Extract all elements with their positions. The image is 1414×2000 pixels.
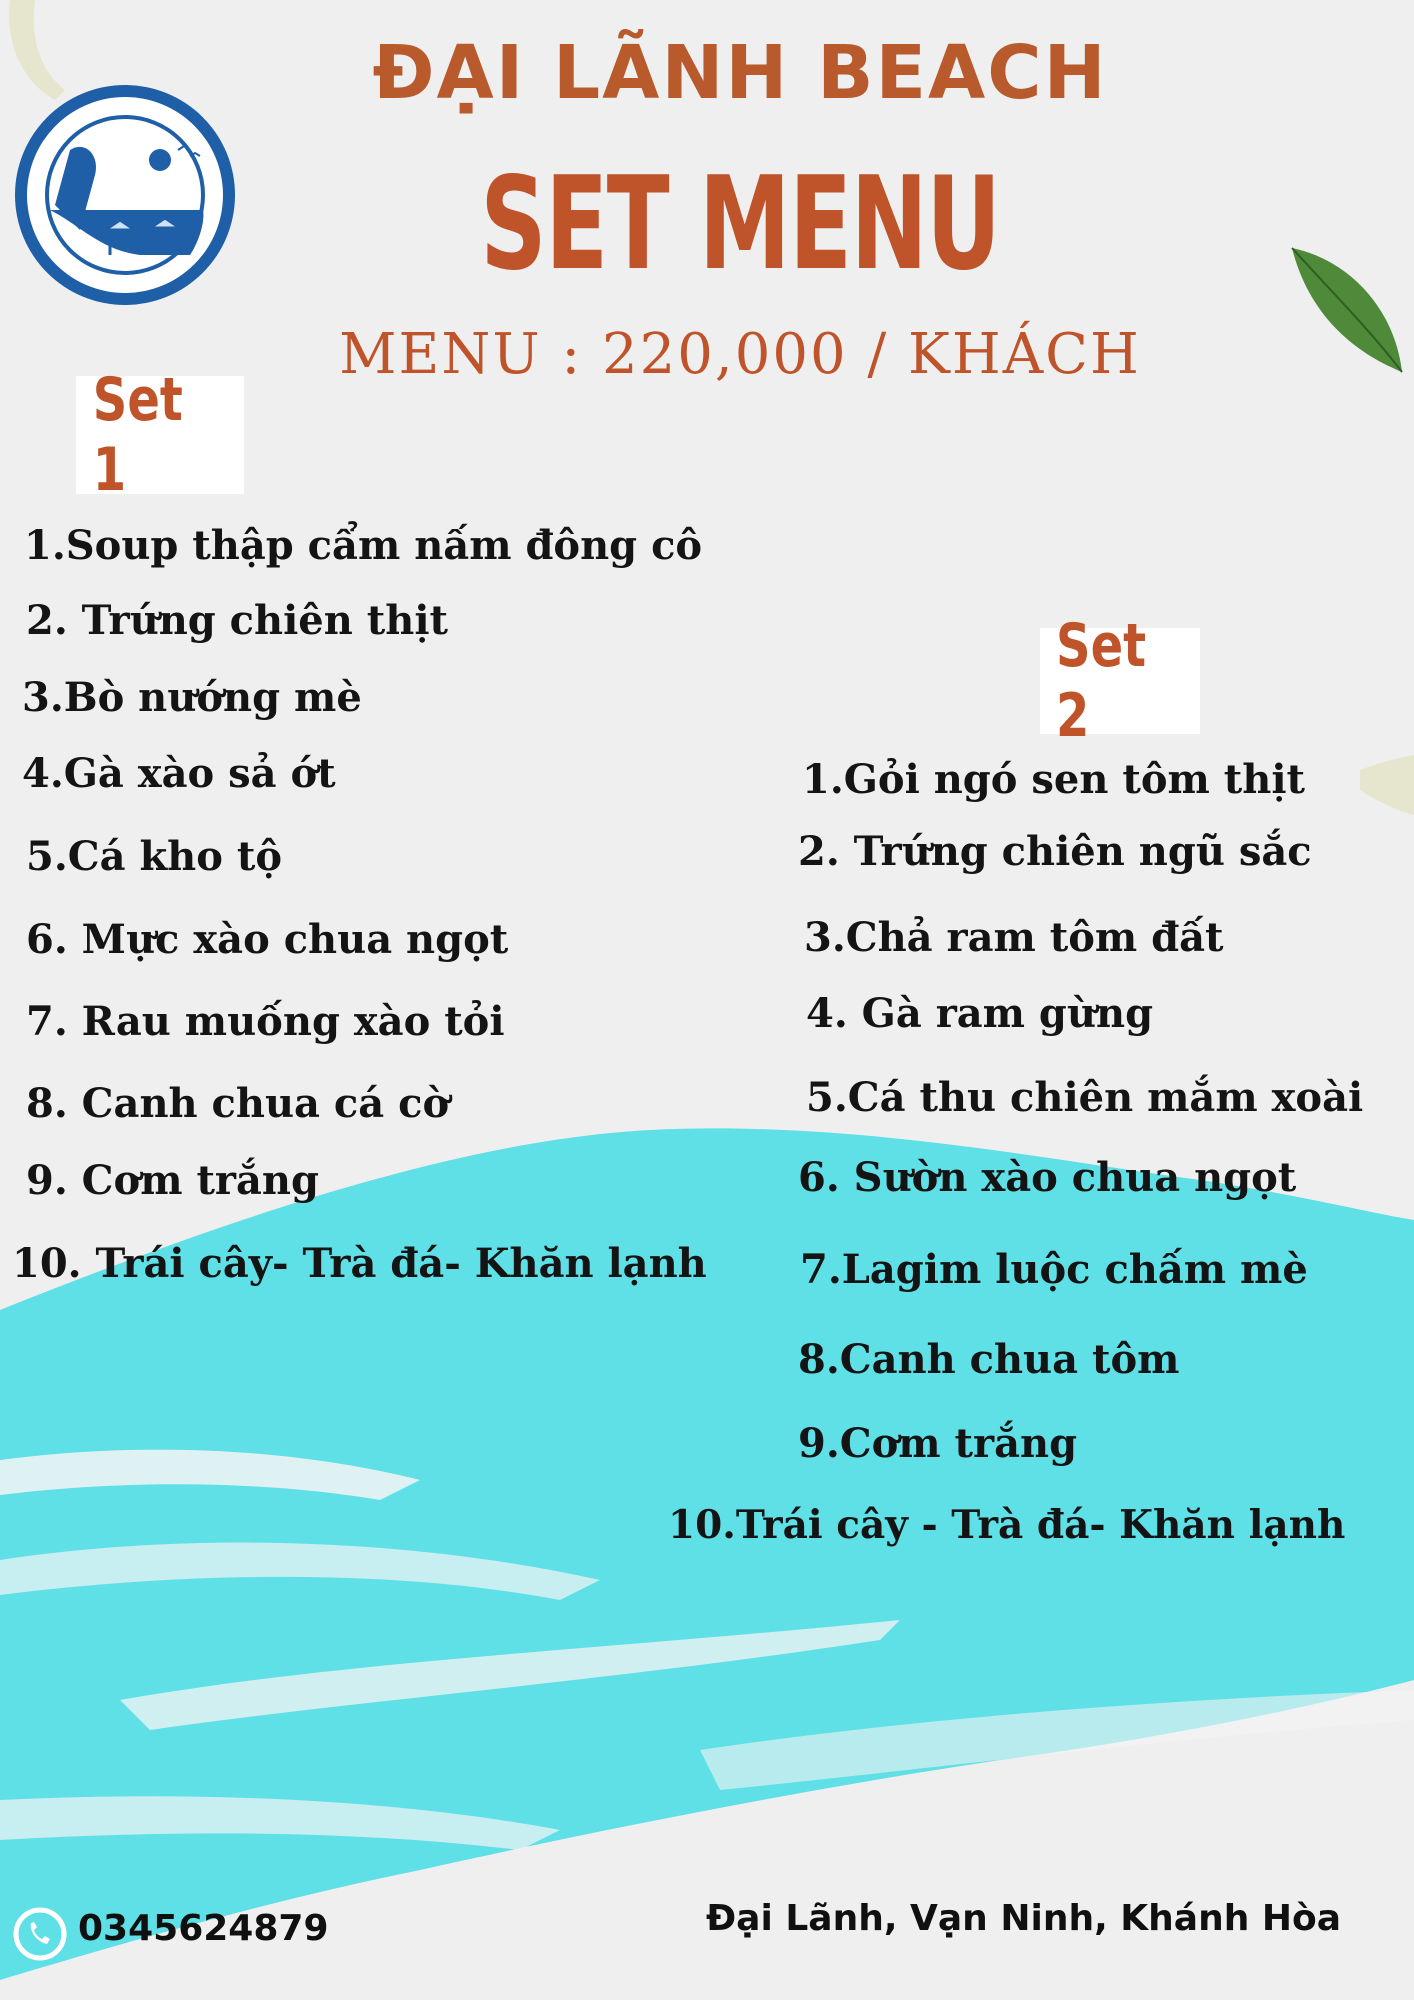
set-2-item: 10.Trái cây - Trà đá- Khăn lạnh <box>668 1502 1346 1548</box>
phone-icon <box>12 1906 68 1962</box>
set-1-item: 9. Cơm trắng <box>26 1157 319 1204</box>
page-title: SET MENU <box>480 150 1000 299</box>
set-2-item: 4. Gà ram gừng <box>806 990 1154 1037</box>
set-2-label: Set 2 <box>1040 628 1200 734</box>
set-2-item: 6. Sườn xào chua ngọt <box>798 1154 1297 1201</box>
set-1-item: 10. Trái cây- Trà đá- Khăn lạnh <box>12 1240 707 1287</box>
restaurant-name: ĐẠI LÃNH BEACH <box>372 30 1108 116</box>
set-1-item: 5.Cá kho tộ <box>26 833 282 880</box>
address: Đại Lãnh, Vạn Ninh, Khánh Hòa <box>706 1898 1342 1939</box>
set-1-item: 1.Soup thập cẩm nấm đông cô <box>24 522 703 569</box>
phone-number: 0345624879 <box>78 1908 329 1949</box>
price-per-guest: MENU : 220,000 / KHÁCH <box>339 322 1141 387</box>
set-1-item: 7. Rau muống xào tỏi <box>26 998 505 1045</box>
set-1-item: 6. Mực xào chua ngọt <box>26 916 509 963</box>
set-2-item: 9.Cơm trắng <box>798 1420 1078 1467</box>
set-2-item: 3.Chả ram tôm đất <box>804 914 1224 961</box>
set-1-item: 4.Gà xào sả ớt <box>22 750 336 797</box>
set-2-item: 1.Gỏi ngó sen tôm thịt <box>802 756 1305 803</box>
set-1-item: 3.Bò nướng mè <box>22 674 362 721</box>
set-2-item: 8.Canh chua tôm <box>798 1336 1180 1383</box>
set-1-item: 2. Trứng chiên thịt <box>26 597 448 644</box>
set-1-item: 8. Canh chua cá cờ <box>26 1080 450 1127</box>
set-2-item: 7.Lagim luộc chấm mè <box>800 1246 1308 1293</box>
set-2-item: 5.Cá thu chiên mắm xoài <box>806 1074 1364 1121</box>
set-2-item: 2. Trứng chiên ngũ sắc <box>798 828 1312 875</box>
set-1-label: Set 1 <box>76 376 244 494</box>
